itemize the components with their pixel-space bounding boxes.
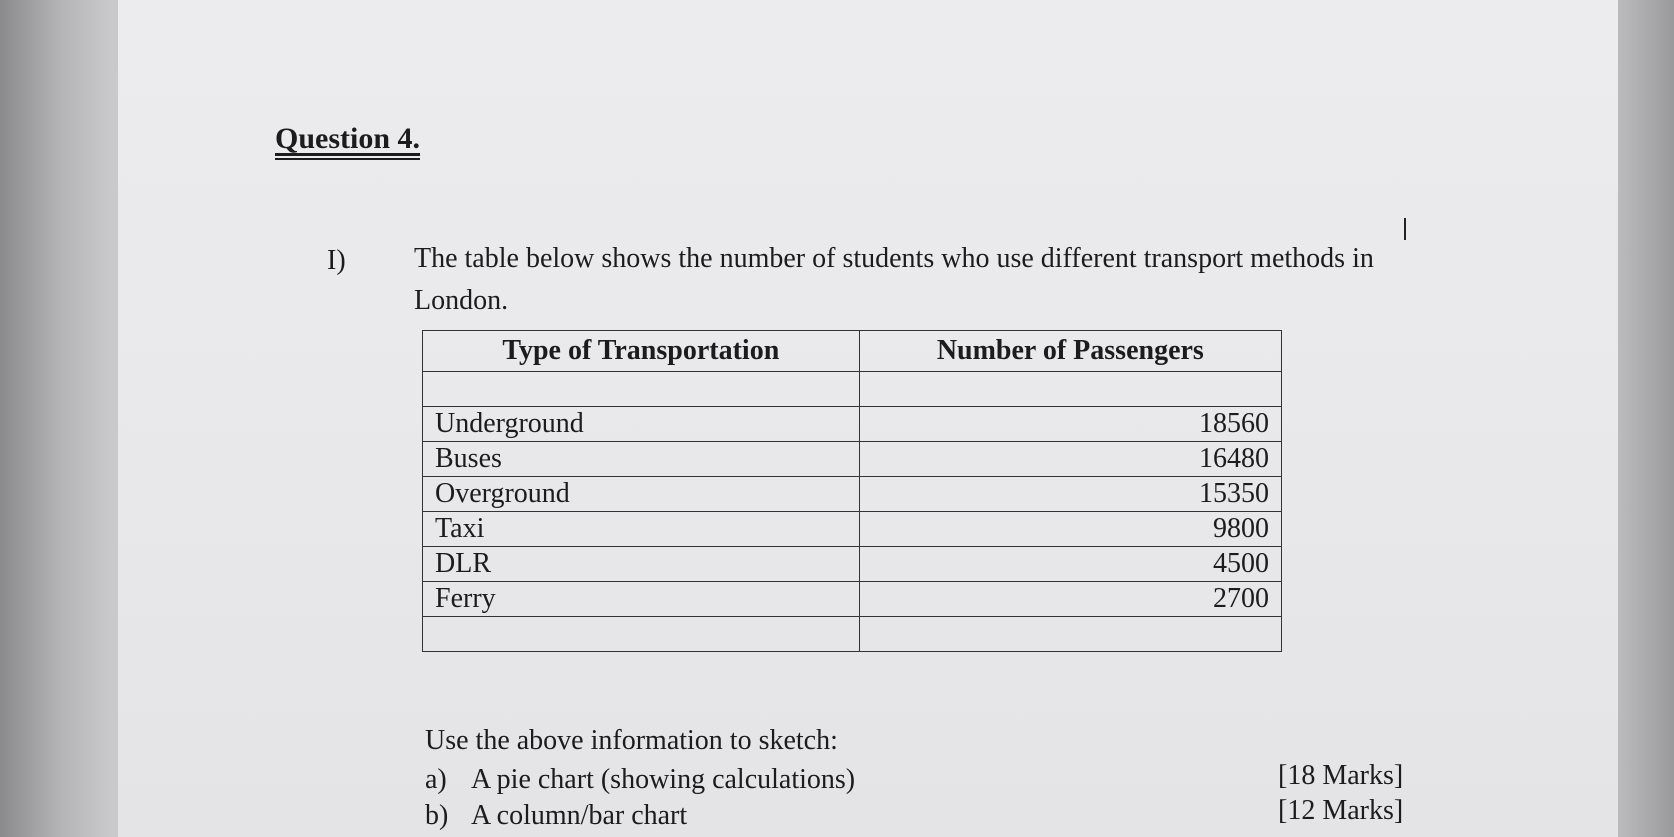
empty-cell: [859, 617, 1281, 652]
part-number: I): [327, 245, 346, 276]
task-item-marks: [18 Marks]: [1278, 760, 1404, 791]
transport-type-cell: DLR: [423, 547, 860, 582]
table-row: [423, 477, 1282, 512]
passengers-cell: 16480: [859, 442, 1281, 477]
transport-type-cell: Buses: [423, 442, 860, 477]
passengers-cell: 18560: [859, 407, 1281, 442]
task-item-b: [425, 800, 687, 832]
table-row: [423, 547, 1282, 582]
transport-type-cell: Underground: [423, 407, 860, 442]
passengers-cell: 2700: [859, 582, 1281, 617]
column-header-passengers: Number of Passengers: [859, 331, 1281, 372]
table-row: [423, 582, 1282, 617]
task-intro: Use the above information to sketch:: [425, 725, 838, 756]
empty-cell: [423, 617, 860, 652]
passengers-cell: 9800: [859, 512, 1281, 547]
task-item-label: a): [425, 764, 447, 795]
task-item-a: [425, 764, 855, 796]
task-item-text: A pie chart (showing calculations): [471, 764, 856, 795]
transport-type-cell: Ferry: [423, 582, 860, 617]
empty-cell: [423, 372, 860, 407]
table-row: [423, 512, 1282, 547]
empty-cell: [859, 372, 1281, 407]
table-row: [423, 407, 1282, 442]
question-title: Question 4.: [275, 122, 420, 160]
table-header-row: [423, 331, 1282, 372]
part-text: The table below shows the number of students who use different transport methods in London.: [414, 243, 1374, 316]
passengers-cell: 15350: [859, 477, 1281, 512]
task-item-text: A column/bar chart: [471, 800, 688, 831]
transport-type-cell: Overground: [423, 477, 860, 512]
table-row: [423, 372, 1282, 407]
text-cursor-icon: [1404, 218, 1408, 240]
task-item-marks: [12 Marks]: [1278, 795, 1404, 826]
table-row: [423, 617, 1282, 652]
task-item-label: b): [425, 800, 449, 831]
passengers-cell: 4500: [859, 547, 1281, 582]
transport-type-cell: Taxi: [423, 512, 860, 547]
column-header-type: Type of Transportation: [423, 331, 860, 372]
transport-table: [422, 330, 1282, 652]
table-row: [423, 442, 1282, 477]
